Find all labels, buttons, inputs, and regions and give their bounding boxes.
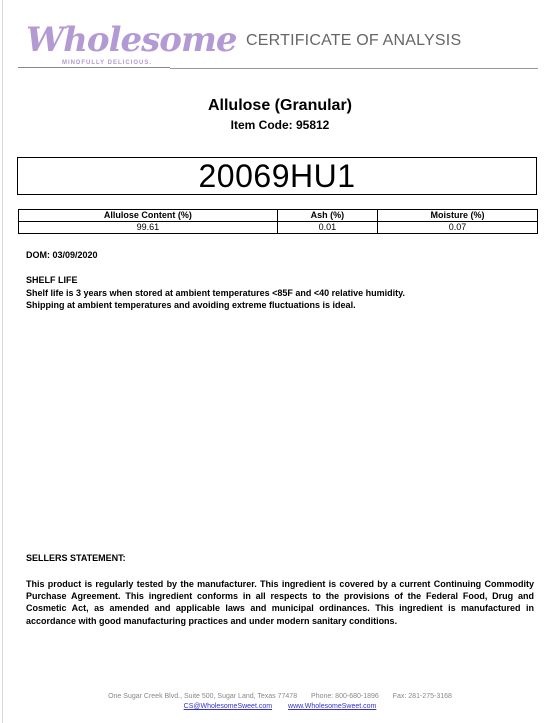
column-header-moisture: Moisture (%) <box>378 210 538 222</box>
column-header-allulose: Allulose Content (%) <box>19 210 278 222</box>
footer-address: One Sugar Creek Blvd., Suite 500, Sugar Land, Texas 77478 <box>108 693 298 700</box>
logo-tagline: MINDFULLY DELICIOUS. <box>62 60 153 66</box>
analysis-results-table <box>18 209 538 234</box>
value-allulose: 99.61 <box>19 222 278 234</box>
company-logo <box>26 18 237 70</box>
lot-number: 20069HU1 <box>198 157 356 194</box>
shelf-life-heading: SHELF LIFE <box>26 275 78 285</box>
date-of-manufacture: DOM: 03/09/2020 <box>26 250 98 260</box>
lot-number-box <box>17 157 537 195</box>
sellers-statement-heading: SELLERS STATEMENT: <box>26 553 126 563</box>
column-header-ash: Ash (%) <box>277 210 377 222</box>
product-name: Allulose (Granular) <box>207 97 353 114</box>
logo-underline <box>18 67 170 68</box>
footer-fax: Fax: 281-275-3168 <box>392 693 452 700</box>
shelf-life-text <box>26 287 546 311</box>
shelf-life-line-2: Shipping at ambient temperatures and avoiding extreme fluctuations is ideal. <box>26 300 356 310</box>
footer-contact <box>0 693 560 700</box>
table-row <box>19 222 538 234</box>
header-divider <box>170 68 538 69</box>
email-link[interactable]: CS@WholesomeSweet.com <box>183 703 273 710</box>
value-moisture: 0.07 <box>378 222 538 234</box>
value-ash: 0.01 <box>277 222 377 234</box>
item-code: Item Code: 95812 <box>230 118 330 132</box>
document-title: CERTIFICATE OF ANALYSIS <box>246 32 462 49</box>
sellers-statement-text: This product is regularly tested by the manufacturer. This ingredient is covered by a current Continuing Commodity Purchase Agreement. This ingredient conforms in all respects to the provisions of the Federal Food, Drug and Cosmetic Act, as amended and applicable laws and municipal ordinances. This ingredient is manufactured in accordance with good manufacturing practices and under modern sanitary conditions. <box>26 579 534 626</box>
footer-phone: Phone: 800-680-1896 <box>311 693 379 700</box>
footer-links <box>0 703 560 710</box>
website-link[interactable]: www.WholesomeSweet.com <box>288 703 377 710</box>
table-header-row <box>19 210 538 222</box>
shelf-life-line-1: Shelf life is 3 years when stored at ambient temperatures <85F and <40 relative humidity. <box>26 288 405 298</box>
logo-wordmark: Wholesome <box>26 20 237 60</box>
